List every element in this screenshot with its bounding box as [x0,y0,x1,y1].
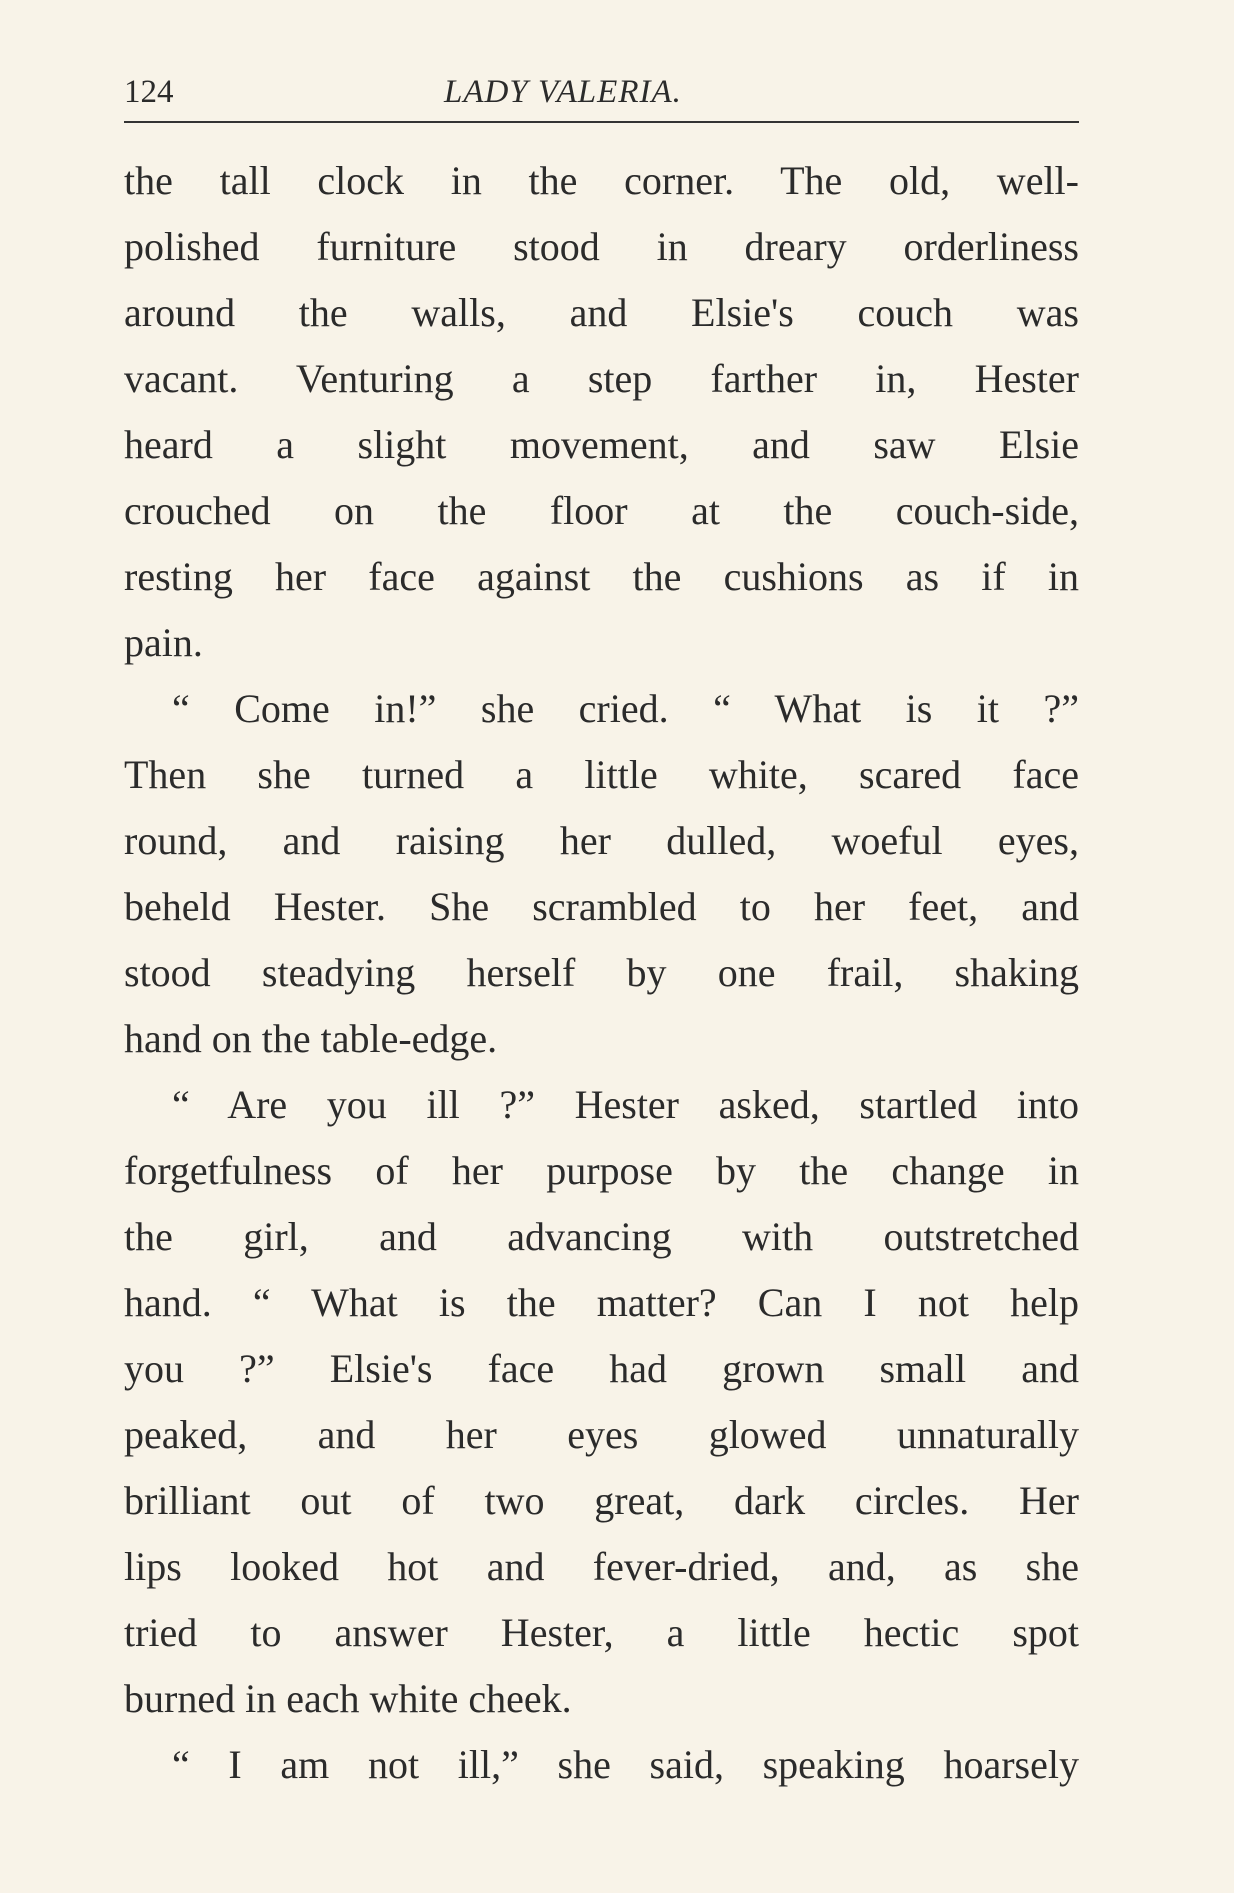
running-title: LADY VALERIA. [444,74,682,110]
text-line: peaked, and her eyes glowed unnaturally [124,1412,1079,1457]
text-line: resting her face against the cushions as if in [124,554,1079,599]
text-line: forgetfulness of her purpose by the change in [124,1148,1079,1193]
page-number: 124 [124,74,174,110]
text-line: you ?” Elsie's face had grown small and [124,1346,1079,1391]
text-line: Then she turned a little white, scared face [124,752,1079,797]
text-line: heard a slight movement, and saw Elsie [124,422,1079,467]
text-line: pain. [124,620,203,665]
text-line: “ Are you ill ?” Hester asked, startled into [172,1082,1079,1127]
text-line: around the walls, and Elsie's couch was [124,290,1079,335]
text-line: crouched on the floor at the couch-side, [124,488,1079,533]
text-line: stood steadying herself by one frail, shaking [124,950,1079,995]
text-line: the girl, and advancing with outstretched [124,1214,1079,1259]
text-line: brilliant out of two great, dark circles. Her [124,1478,1079,1523]
page-header [124,68,1079,116]
text-line: beheld Hester. She scrambled to her feet, and [124,884,1079,929]
header-rule [124,121,1079,123]
text-line: tried to answer Hester, a little hectic spot [124,1610,1079,1655]
text-line: burned in each white cheek. [124,1676,572,1721]
text-line: vacant. Venturing a step farther in, Hester [124,356,1079,401]
text-line: “ Come in!” she cried. “ What is it ?” [172,686,1079,731]
text-line: round, and raising her dulled, woeful eyes, [124,818,1079,863]
text-line: hand on the table-edge. [124,1016,498,1061]
text-line: “ I am not ill,” she said, speaking hoarsely [172,1742,1079,1787]
text-line: hand. “ What is the matter? Can I not help [124,1280,1079,1325]
text-line: polished furniture stood in dreary orderliness [124,224,1079,269]
body-text [124,148,1079,1798]
text-line: the tall clock in the corner. The old, well- [124,158,1079,203]
text-line: lips looked hot and fever-dried, and, as she [124,1544,1079,1589]
